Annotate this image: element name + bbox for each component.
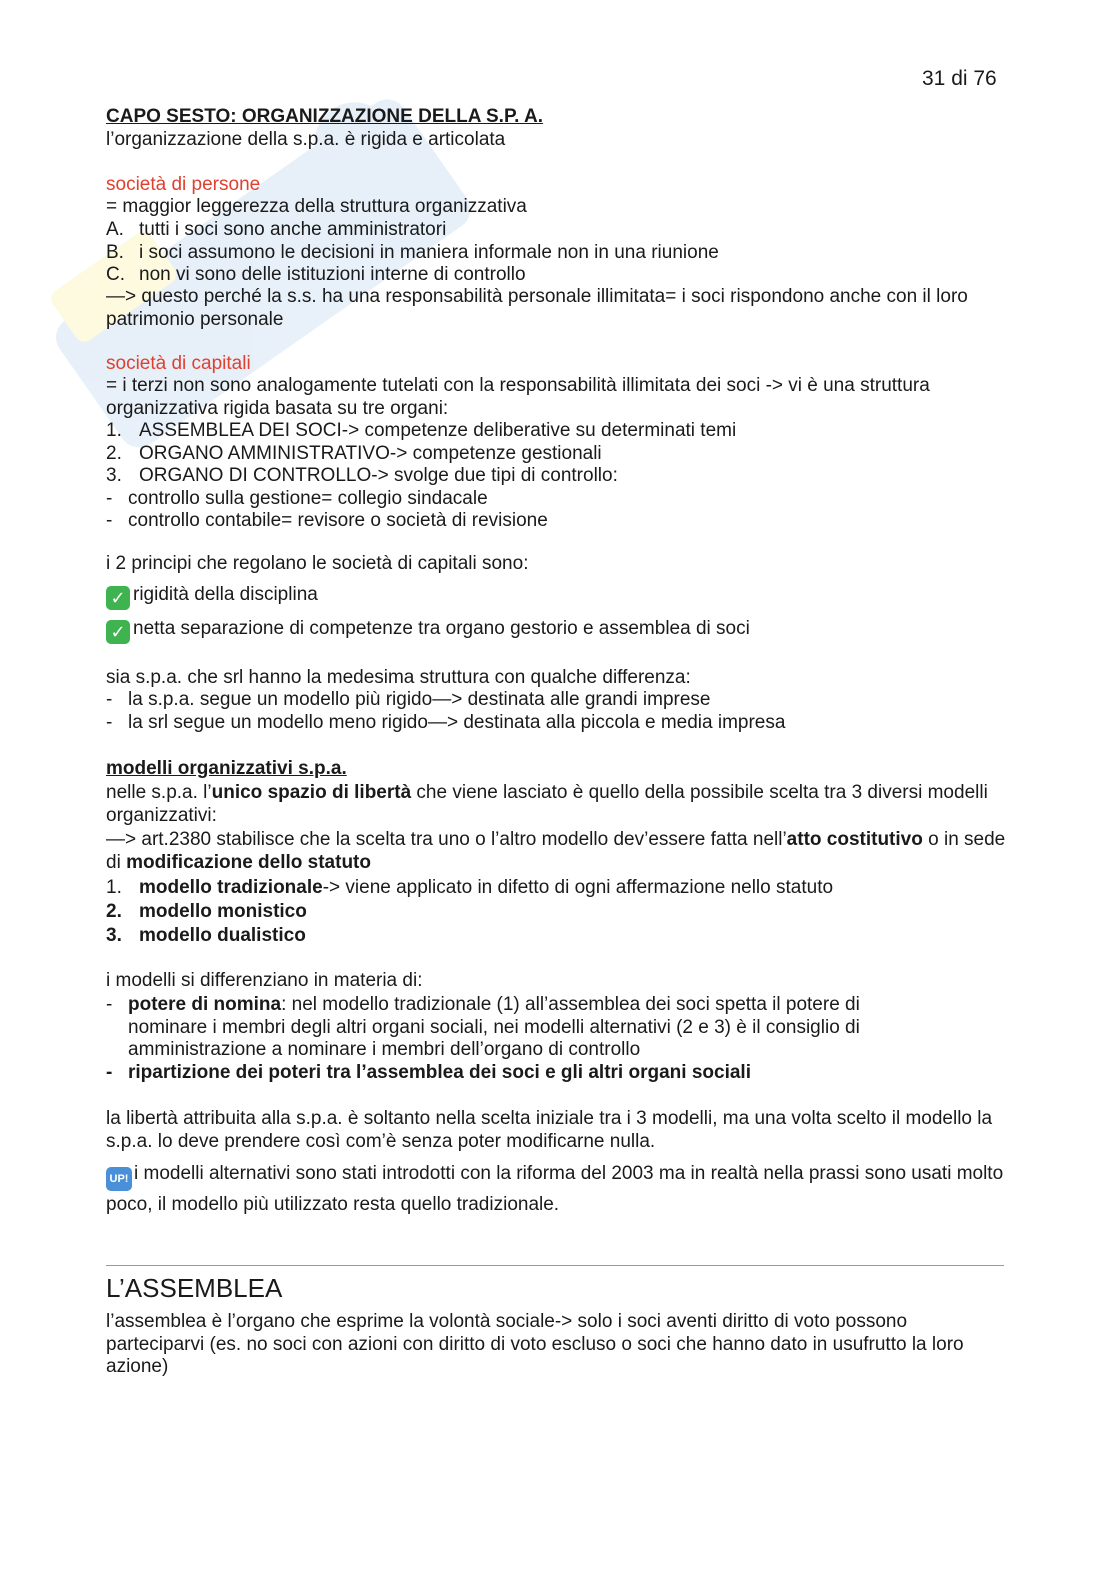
list-item: - ripartizione dei poteri tra l’assemblea dei soci e gli altri organi sociali [106, 1061, 751, 1083]
list-item: 3. ORGANO DI CONTROLLO-> svolge due tipi di controllo: [106, 465, 618, 487]
differenze-intro: i modelli si differenziano in materia di: [106, 970, 423, 991]
persone-list [106, 219, 1006, 287]
modelli-heading: modelli organizzativi s.p.a. [106, 758, 347, 779]
capitali-heading: società di capitali [106, 353, 251, 374]
struttura-intro: sia s.p.a. che srl hanno la medesima struttura con qualche differenza: [106, 667, 691, 688]
up-badge-icon: UP! [106, 1167, 132, 1191]
modelli-list [106, 877, 1006, 949]
list-item: - la srl segue un modello meno rigido—> destinata alla piccola e media impresa [106, 711, 786, 733]
chapter-title-text: CAPO SESTO: ORGANIZZAZIONE DELLA S.P. A. [106, 106, 544, 127]
intro-line: l’organizzazione della s.p.a. è rigida e articolata [106, 129, 506, 150]
persone-heading: società di persone [106, 174, 261, 195]
list-item: 2. ORGANO AMMINISTRATIVO-> competenze gestionali [106, 442, 602, 464]
check-icon: ✓ [106, 620, 130, 644]
list-item: A. tutti i soci sono anche amministratori [106, 219, 447, 240]
persone-line: = maggior leggerezza della struttura organizzativa [106, 196, 527, 217]
modelli-paragraph-2: —> art.2380 stabilisce che la scelta tra uno o l’altro modello dev’essere fatta nell’atto costitutivo o in sede di modificazione dello statuto [106, 829, 1006, 873]
assemblea-paragraph: l’assemblea è l’organo che esprime la volontà sociale-> solo i soci aventi diritto di voto possono parteciparvi (es. no soci con azioni con diritto di voto escluso o soci che hanno dato in usufrutto la loro azione) [106, 1311, 964, 1378]
principi-intro: i 2 principi che regolano le società di capitali sono: [106, 553, 529, 574]
list-item: - la s.p.a. segue un modello più rigido—> destinata alle grandi imprese [106, 689, 711, 710]
section-divider [106, 1265, 1004, 1266]
chapter-title [106, 106, 1006, 129]
assemblea-heading: L’ASSEMBLEA [106, 1273, 283, 1303]
list-item: 1. modello tradizionale-> viene applicato in difetto di ogni affermazione nello statuto [106, 877, 834, 898]
capitali-line: = i terzi non sono analogamente tutelati con la responsabilità illimitata dei soci -> vi è una struttura organizzativa rigida basata su tre organi: [106, 375, 930, 419]
list-item: 3. modello dualistico [106, 925, 306, 946]
list-item: - potere di nomina: nel modello tradizionale (1) all’assemblea dei soci spetta il potere di nominare i membri degli altri organi sociali, nei modelli alternativi (2 e 3) è il consiglio di amministrazione a nominare i membri dell’organo di controllo [106, 994, 860, 1061]
principi-item: ✓ rigidità della disciplina [106, 584, 1006, 610]
modelli-paragraph-1: nelle s.p.a. l’unico spazio di libertà che viene lasciato è quello della possibile scelta tra 3 diversi modelli organizzativi: [106, 782, 988, 826]
differenze-list [106, 994, 1006, 1084]
list-item: B. i soci assumono le decisioni in maniera informale non in una riunione [106, 241, 719, 263]
page-number: 31 di 76 [922, 67, 997, 90]
capitali-list [106, 420, 1006, 533]
list-item: 1. ASSEMBLEA DEI SOCI-> competenze deliberative su determinati temi [106, 420, 737, 441]
list-item: - controllo sulla gestione= collegio sindacale [106, 487, 488, 509]
struttura-list [106, 689, 1006, 734]
check-icon: ✓ [106, 586, 130, 610]
list-item: C. non vi sono delle istituzioni interne di controllo [106, 264, 526, 286]
persone-note: —> questo perché la s.s. ha una responsabilità personale illimitata= i soci rispondono anche con il loro patrimonio personale [106, 286, 968, 330]
principi-item: ✓ netta separazione di competenze tra organo gestorio e assemblea di soci [106, 618, 1006, 644]
liberta-note: UP! i modelli alternativi sono stati introdotti con la riforma del 2003 ma in realtà nella prassi sono usati molto poco, il modello più utilizzato resta quello tradizionale. [106, 1163, 1004, 1215]
liberta-paragraph: la libertà attribuita alla s.p.a. è soltanto nella scelta iniziale tra i 3 modelli, ma una volta scelto il modello la s.p.a. lo deve prendere così com’è senza poter modificarne nulla. [106, 1108, 993, 1152]
list-item: - controllo contabile= revisore o società di revisione [106, 510, 548, 532]
list-item: 2. modello monistico [106, 901, 307, 922]
